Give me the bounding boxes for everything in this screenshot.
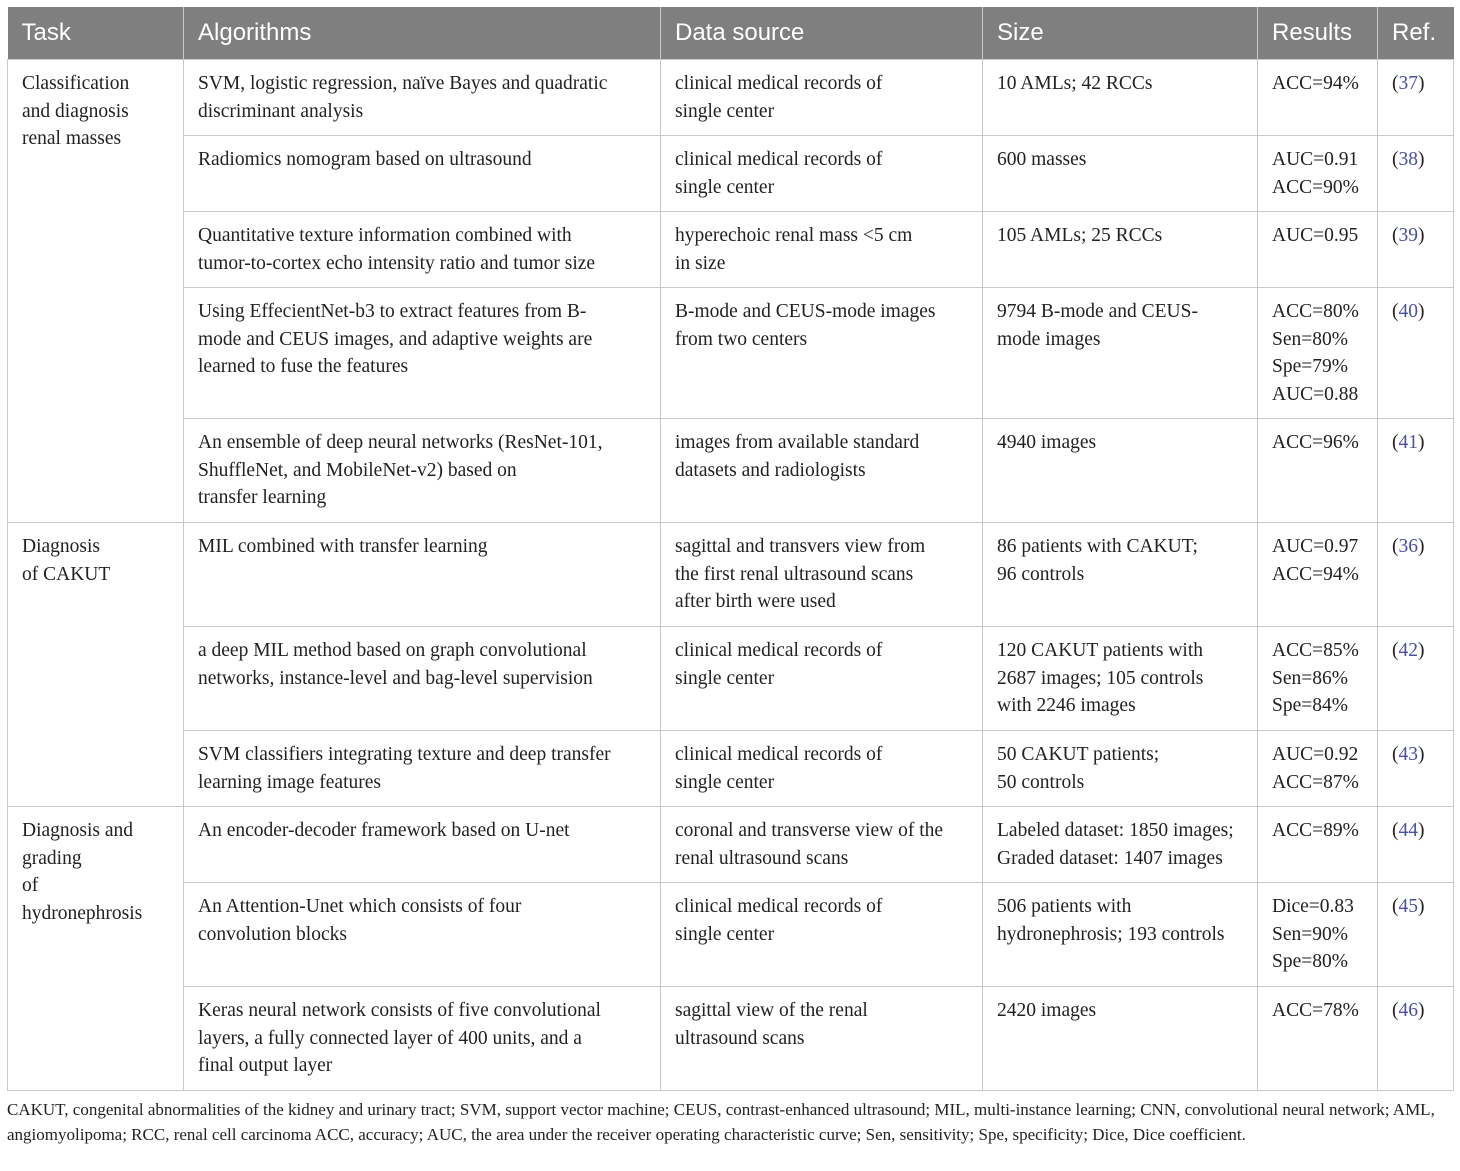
- table-row: [8, 212, 1454, 288]
- cell-line: ShuffleNet, and MobileNet-v2) based on: [198, 459, 517, 481]
- table-row: [8, 807, 1454, 883]
- algorithm-cell: [184, 419, 661, 523]
- table-row: [8, 883, 1454, 987]
- size-cell: [983, 60, 1258, 136]
- cell-line: 600 masses: [997, 149, 1087, 170]
- reference-link[interactable]: 39: [1398, 225, 1418, 246]
- cell-line: hydronephrosis: [22, 902, 143, 924]
- size-cell: [983, 883, 1258, 987]
- paren-open: (: [1392, 896, 1399, 917]
- cell-line: after birth were used: [675, 591, 836, 612]
- table-row: [8, 627, 1454, 731]
- cell-line: single center: [675, 100, 775, 122]
- paren-close: ): [1418, 640, 1425, 661]
- cell-line: single center: [675, 667, 775, 689]
- results-cell: [1258, 883, 1378, 987]
- cell-line: sagittal view of the renal: [675, 1000, 868, 1021]
- task-cell: [8, 807, 184, 1091]
- algorithm-cell: [184, 883, 661, 987]
- cell-line: ACC=96%: [1272, 432, 1359, 453]
- table-row: [8, 136, 1454, 212]
- cell-line: mode images: [997, 328, 1101, 350]
- ref-cell: [1378, 883, 1454, 987]
- cell-line: 50 CAKUT patients;: [997, 744, 1160, 765]
- table-row: [8, 288, 1454, 419]
- algorithm-cell: [184, 212, 661, 288]
- ref-cell: [1378, 807, 1454, 883]
- cell-line: clinical medical records of: [675, 149, 883, 170]
- cell-line: a deep MIL method based on graph convolutional: [198, 640, 587, 661]
- header-algorithms: Algorithms: [184, 7, 661, 60]
- paren-open: (: [1392, 744, 1399, 765]
- data-source-cell: [661, 288, 983, 419]
- cell-line: ACC=94%: [1272, 563, 1359, 585]
- cell-line: Graded dataset: 1407 images: [997, 847, 1223, 869]
- cell-line: AUC=0.92: [1272, 744, 1359, 765]
- paren-open: (: [1392, 1000, 1399, 1021]
- cell-line: Sen=90%: [1272, 923, 1348, 945]
- cell-line: AUC=0.95: [1272, 225, 1359, 246]
- cell-line: Spe=84%: [1272, 695, 1348, 716]
- algorithm-cell: [184, 987, 661, 1091]
- cell-line: Classification: [22, 73, 130, 94]
- table-row: [8, 419, 1454, 523]
- data-source-cell: [661, 807, 983, 883]
- paren-close: ): [1418, 301, 1425, 322]
- cell-line: ACC=90%: [1272, 176, 1359, 198]
- cell-line: learned to fuse the features: [198, 356, 409, 377]
- cell-line: AUC=0.88: [1272, 383, 1359, 405]
- cell-line: Labeled dataset: 1850 images;: [997, 820, 1234, 841]
- cell-line: ACC=87%: [1272, 771, 1359, 793]
- cell-line: 10 AMLs; 42 RCCs: [997, 73, 1153, 94]
- size-cell: [983, 419, 1258, 523]
- table-row: [8, 523, 1454, 627]
- table-container: [7, 7, 1453, 1147]
- size-cell: [983, 731, 1258, 807]
- cell-line: 506 patients with: [997, 896, 1132, 917]
- cell-line: An Attention-Unet which consists of four: [198, 896, 522, 917]
- cell-line: clinical medical records of: [675, 896, 883, 917]
- paren-open: (: [1392, 73, 1399, 94]
- cell-line: An encoder-decoder framework based on U-net: [198, 820, 570, 841]
- reference-link[interactable]: 42: [1398, 640, 1418, 661]
- cell-line: Spe=80%: [1272, 951, 1348, 972]
- cell-line: 105 AMLs; 25 RCCs: [997, 225, 1163, 246]
- reference-link[interactable]: 36: [1398, 536, 1418, 557]
- cell-line: 50 controls: [997, 771, 1085, 793]
- cell-line: renal masses: [22, 128, 122, 149]
- paren-open: (: [1392, 301, 1399, 322]
- paren-open: (: [1392, 640, 1399, 661]
- cell-line: Sen=86%: [1272, 667, 1348, 689]
- cell-line: ACC=80%: [1272, 301, 1359, 322]
- reference-link[interactable]: 44: [1398, 820, 1418, 841]
- reference-link[interactable]: 38: [1398, 149, 1418, 170]
- cell-line: AUC=0.97: [1272, 536, 1359, 557]
- cell-line: of: [22, 875, 39, 896]
- data-source-cell: [661, 731, 983, 807]
- cell-line: MIL combined with transfer learning: [198, 536, 488, 557]
- paren-open: (: [1392, 536, 1399, 557]
- ref-cell: [1378, 523, 1454, 627]
- header-results: Results: [1258, 7, 1378, 60]
- task-cell: [8, 523, 184, 807]
- cell-line: 86 patients with CAKUT;: [997, 536, 1198, 557]
- cell-line: convolution blocks: [198, 923, 347, 945]
- cell-line: renal ultrasound scans: [675, 847, 849, 869]
- cell-line: Radiomics nomogram based on ultrasound: [198, 149, 532, 170]
- paren-open: (: [1392, 225, 1399, 246]
- size-cell: [983, 627, 1258, 731]
- cell-line: ACC=94%: [1272, 73, 1359, 94]
- results-cell: [1258, 731, 1378, 807]
- cell-line: transfer learning: [198, 487, 327, 508]
- table-body: [8, 60, 1454, 1091]
- cell-line: 4940 images: [997, 432, 1097, 453]
- results-cell: [1258, 627, 1378, 731]
- algorithm-cell: [184, 731, 661, 807]
- cell-line: of CAKUT: [22, 563, 111, 585]
- table-header: [8, 7, 1454, 60]
- cell-line: An ensemble of deep neural networks (ResNet-101,: [198, 432, 603, 453]
- paren-close: ): [1418, 225, 1425, 246]
- table-row: [8, 731, 1454, 807]
- results-table: [7, 7, 1454, 1091]
- algorithm-cell: [184, 523, 661, 627]
- cell-line: grading: [22, 847, 82, 869]
- results-cell: [1258, 136, 1378, 212]
- paren-close: ): [1418, 820, 1425, 841]
- cell-line: ACC=89%: [1272, 820, 1359, 841]
- data-source-cell: [661, 627, 983, 731]
- results-cell: [1258, 212, 1378, 288]
- cell-line: clinical medical records of: [675, 73, 883, 94]
- paren-open: (: [1392, 149, 1399, 170]
- cell-line: sagittal and transvers view from: [675, 536, 926, 557]
- reference-link[interactable]: 45: [1398, 896, 1418, 917]
- cell-line: learning image features: [198, 771, 381, 793]
- cell-line: with 2246 images: [997, 695, 1136, 716]
- task-cell: [8, 60, 184, 523]
- cell-line: tumor-to-cortex echo intensity ratio and tumor size: [198, 252, 596, 274]
- cell-line: Dice=0.83: [1272, 896, 1354, 917]
- paren-open: (: [1392, 432, 1399, 453]
- paren-close: ): [1418, 536, 1425, 557]
- size-cell: [983, 212, 1258, 288]
- cell-line: Quantitative texture information combined with: [198, 225, 572, 246]
- cell-line: images from available standard: [675, 432, 920, 453]
- cell-line: layers, a fully connected layer of 400 units, and a: [198, 1027, 582, 1049]
- cell-line: single center: [675, 923, 775, 945]
- reference-link[interactable]: 43: [1398, 744, 1418, 765]
- cell-line: clinical medical records of: [675, 640, 883, 661]
- cell-line: final output layer: [198, 1055, 333, 1076]
- algorithm-cell: [184, 136, 661, 212]
- paren-close: ): [1418, 896, 1425, 917]
- cell-line: Diagnosis and: [22, 820, 134, 841]
- results-cell: [1258, 419, 1378, 523]
- data-source-cell: [661, 523, 983, 627]
- reference-link[interactable]: 46: [1398, 1000, 1418, 1021]
- cell-line: Sen=80%: [1272, 328, 1348, 350]
- paren-close: ): [1418, 432, 1425, 453]
- ref-cell: [1378, 987, 1454, 1091]
- cell-line: mode and CEUS images, and adaptive weights are: [198, 328, 593, 350]
- results-cell: [1258, 523, 1378, 627]
- cell-line: the first renal ultrasound scans: [675, 563, 914, 585]
- data-source-cell: [661, 136, 983, 212]
- cell-line: from two centers: [675, 328, 808, 350]
- cell-line: Diagnosis: [22, 536, 100, 557]
- paren-close: ): [1418, 1000, 1425, 1021]
- paren-close: ): [1418, 744, 1425, 765]
- cell-line: ACC=78%: [1272, 1000, 1359, 1021]
- header-size: Size: [983, 7, 1258, 60]
- results-cell: [1258, 807, 1378, 883]
- results-cell: [1258, 60, 1378, 136]
- header-ref: Ref.: [1378, 7, 1454, 60]
- cell-line: 2687 images; 105 controls: [997, 667, 1204, 689]
- table-footnote: CAKUT, congenital abnormalities of the kidney and urinary tract; SVM, support vector machine; CEUS, contrast-enhanced ultrasound; MIL, multi-instance learning; CNN, convolutional neural network; AML, angiomyolipoma; RCC, renal cell carcinoma ACC, accuracy; AUC, the area under the receiver operating characteristic curve; Sen, sensitivity; Spe, specificity; Dice, Dice coefficient.: [7, 1100, 1435, 1144]
- reference-link[interactable]: 40: [1398, 301, 1418, 322]
- cell-line: AUC=0.91: [1272, 149, 1359, 170]
- data-source-cell: [661, 60, 983, 136]
- results-cell: [1258, 288, 1378, 419]
- cell-line: clinical medical records of: [675, 744, 883, 765]
- cell-line: ACC=85%: [1272, 640, 1359, 661]
- data-source-cell: [661, 883, 983, 987]
- cell-line: coronal and transverse view of the: [675, 820, 944, 841]
- ref-cell: [1378, 60, 1454, 136]
- header-task: Task: [8, 7, 184, 60]
- size-cell: [983, 987, 1258, 1091]
- size-cell: [983, 523, 1258, 627]
- paren-close: ): [1418, 73, 1425, 94]
- size-cell: [983, 288, 1258, 419]
- cell-line: 96 controls: [997, 563, 1085, 585]
- cell-line: in size: [675, 252, 726, 274]
- cell-line: hydronephrosis; 193 controls: [997, 923, 1225, 945]
- algorithm-cell: [184, 60, 661, 136]
- ref-cell: [1378, 731, 1454, 807]
- reference-link[interactable]: 41: [1398, 432, 1418, 453]
- cell-line: SVM, logistic regression, naïve Bayes and quadratic: [198, 73, 608, 94]
- cell-line: hyperechoic renal mass <5 cm: [675, 225, 913, 246]
- header-row: [8, 7, 1454, 60]
- ref-cell: [1378, 419, 1454, 523]
- cell-line: Using EffecientNet-b3 to extract features from B-: [198, 301, 587, 322]
- cell-line: ultrasound scans: [675, 1027, 805, 1049]
- ref-cell: [1378, 136, 1454, 212]
- size-cell: [983, 136, 1258, 212]
- ref-cell: [1378, 212, 1454, 288]
- cell-line: Keras neural network consists of five convolutional: [198, 1000, 601, 1021]
- paren-close: ): [1418, 149, 1425, 170]
- algorithm-cell: [184, 288, 661, 419]
- cell-line: single center: [675, 176, 775, 198]
- reference-link[interactable]: 37: [1398, 73, 1418, 94]
- data-source-cell: [661, 987, 983, 1091]
- ref-cell: [1378, 627, 1454, 731]
- cell-line: 2420 images: [997, 1000, 1097, 1021]
- header-data-source: Data source: [661, 7, 983, 60]
- algorithm-cell: [184, 627, 661, 731]
- cell-line: discriminant analysis: [198, 100, 364, 122]
- ref-cell: [1378, 288, 1454, 419]
- algorithm-cell: [184, 807, 661, 883]
- cell-line: 120 CAKUT patients with: [997, 640, 1204, 661]
- table-row: [8, 60, 1454, 136]
- size-cell: [983, 807, 1258, 883]
- cell-line: 9794 B-mode and CEUS-: [997, 301, 1198, 322]
- cell-line: SVM classifiers integrating texture and deep transfer: [198, 744, 611, 765]
- cell-line: Spe=79%: [1272, 356, 1348, 377]
- cell-line: datasets and radiologists: [675, 459, 866, 481]
- data-source-cell: [661, 419, 983, 523]
- cell-line: networks, instance-level and bag-level supervision: [198, 667, 593, 689]
- results-cell: [1258, 987, 1378, 1091]
- cell-line: single center: [675, 771, 775, 793]
- data-source-cell: [661, 212, 983, 288]
- cell-line: and diagnosis: [22, 100, 129, 122]
- cell-line: B-mode and CEUS-mode images: [675, 301, 936, 322]
- table-row: [8, 987, 1454, 1091]
- paren-open: (: [1392, 820, 1399, 841]
